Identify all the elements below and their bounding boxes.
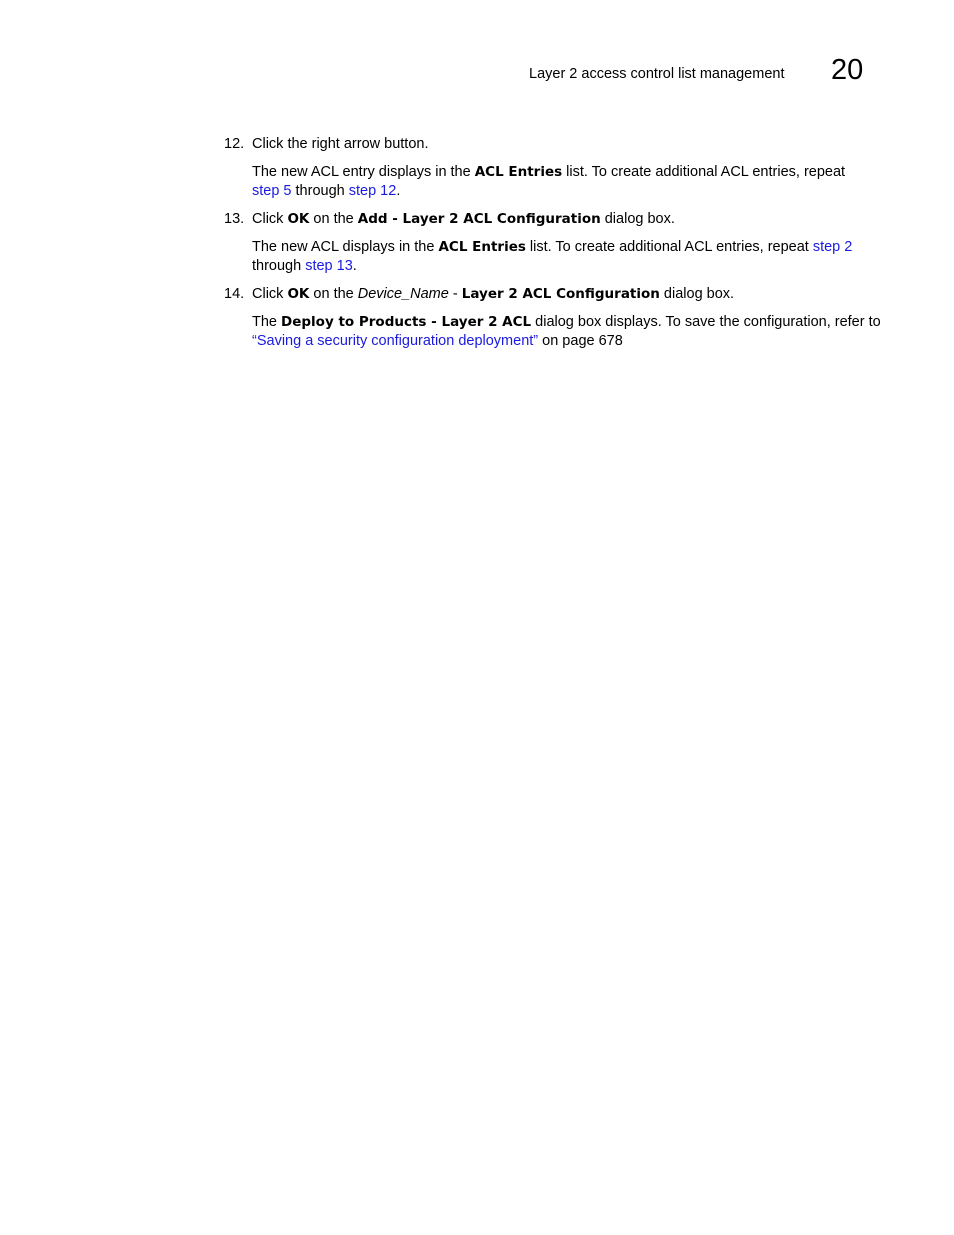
link-saving-security-config-deployment[interactable]: “Saving a security configuration deployment” <box>252 333 539 349</box>
ui-term-ok: OK <box>287 211 310 227</box>
ui-term-deploy-dialog: Deploy to Products - Layer 2 ACL <box>281 314 532 330</box>
step-13-result-line-1 <box>252 238 852 256</box>
link-step-2[interactable]: step 2 <box>812 239 853 255</box>
step-13-result-line-2 <box>252 257 357 275</box>
text: through <box>291 183 349 199</box>
link-step-12[interactable]: step 12 <box>348 183 397 199</box>
step-12-number: 12. <box>224 136 245 152</box>
step-14-instruction <box>252 285 734 303</box>
variable-device-name: Device_Name <box>357 286 449 302</box>
text: The new ACL displays in the <box>252 239 439 255</box>
text: dialog box displays. To save the configuration, refer to <box>531 314 881 330</box>
text: The new ACL entry displays in the <box>252 164 475 180</box>
text: through <box>252 258 306 274</box>
running-header-title: Layer 2 access control list management <box>529 66 785 82</box>
ui-term-ok: OK <box>287 286 310 302</box>
text: - <box>448 286 462 302</box>
text: Click <box>252 211 288 227</box>
ui-term-layer2-acl-config: Layer 2 ACL Configuration <box>461 286 660 302</box>
text: Click <box>252 286 288 302</box>
ui-term-acl-entries: ACL Entries <box>438 239 526 255</box>
step-14-number: 14. <box>224 286 245 302</box>
text: . <box>352 258 357 274</box>
text: . <box>396 183 401 199</box>
text: list. To create additional ACL entries, repeat <box>525 239 813 255</box>
step-14-result-line-2 <box>252 332 623 350</box>
ui-term-add-dialog: Add - Layer 2 ACL Configuration <box>357 211 601 227</box>
link-step-13[interactable]: step 13 <box>305 258 353 274</box>
step-12-result-line-2 <box>252 182 400 200</box>
text: on the <box>309 211 358 227</box>
step-12-instruction: Click the right arrow button. <box>252 136 429 152</box>
step-13-number: 13. <box>224 211 245 227</box>
text: on the <box>309 286 358 302</box>
text: list. To create additional ACL entries, repeat <box>562 164 846 180</box>
link-step-5[interactable]: step 5 <box>252 183 292 199</box>
ui-term-acl-entries: ACL Entries <box>474 164 563 180</box>
step-14-result-line-1 <box>252 313 881 331</box>
text: The <box>252 314 282 330</box>
step-13-instruction <box>252 210 675 228</box>
text: dialog box. <box>600 211 675 227</box>
text: on page 678 <box>538 333 623 349</box>
chapter-number: 20 <box>831 54 864 86</box>
text: dialog box. <box>659 286 735 302</box>
step-12-result-line-1 <box>252 163 845 181</box>
